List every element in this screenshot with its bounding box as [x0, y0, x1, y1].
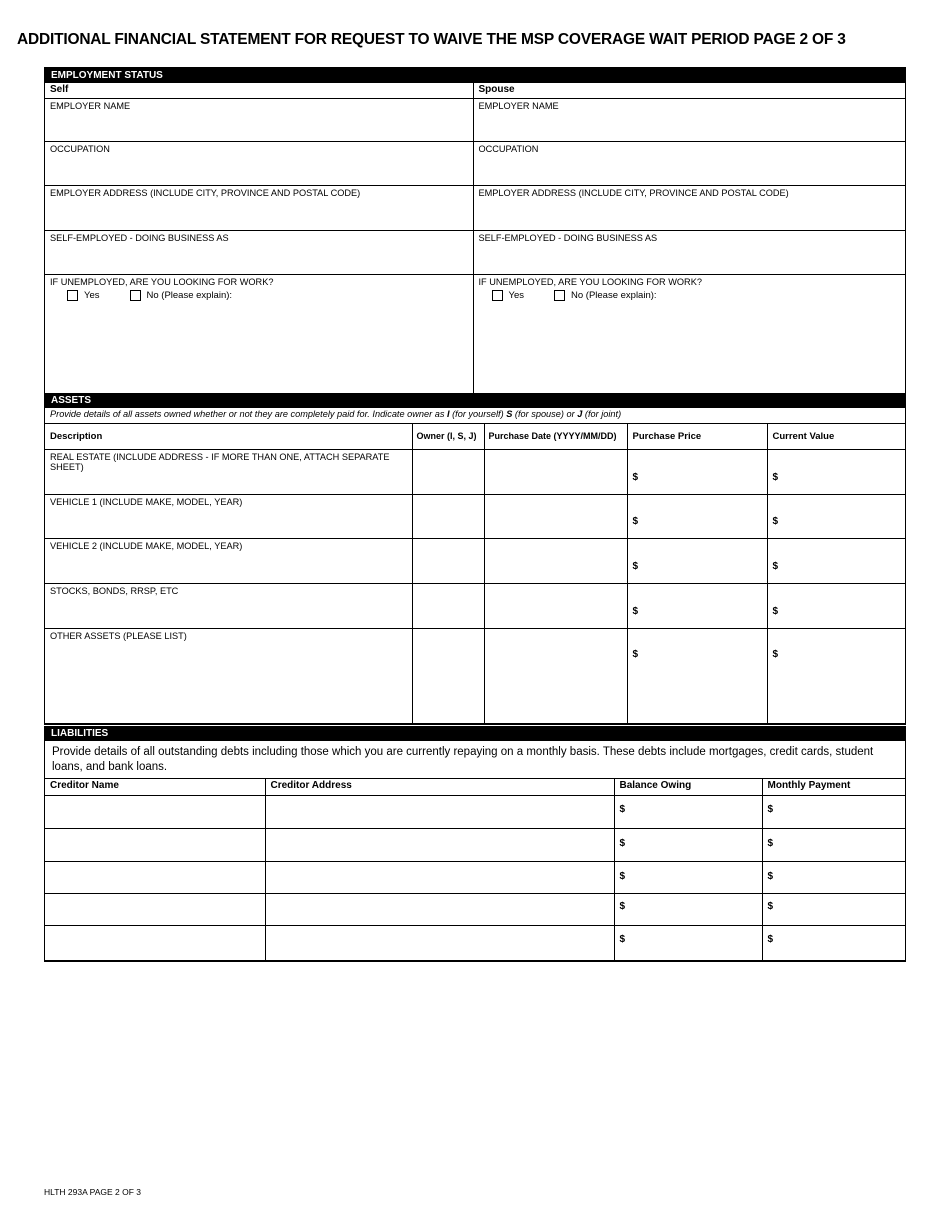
creditor-address-cell[interactable]: [265, 795, 614, 828]
field-label: OCCUPATION: [478, 143, 539, 154]
yes-label: Yes: [508, 289, 524, 301]
yes-label: Yes: [84, 289, 100, 301]
current-value-cell[interactable]: [767, 449, 905, 494]
dollar-sign: $: [767, 870, 774, 882]
dollar-sign: $: [772, 648, 779, 660]
asset-other[interactable]: [45, 628, 412, 723]
table-row: [45, 861, 905, 893]
employment-section: [44, 67, 906, 396]
spouse-looking-options: [479, 287, 901, 301]
asset-label: VEHICLE 2 (INCLUDE MAKE, MODEL, YEAR): [50, 540, 243, 551]
field-label: EMPLOYER NAME: [50, 100, 131, 111]
balance-owing-cell[interactable]: [614, 861, 762, 893]
liabilities-note: Provide details of all outstanding debts including those which you are currently repaying on a monthly basis. These debts include mortgages, credit cards, student loans, and bank loans.: [45, 741, 905, 779]
creditor-address-cell[interactable]: [265, 925, 614, 960]
employment-heading: EMPLOYMENT STATUS: [45, 68, 905, 83]
dollar-sign: $: [619, 837, 626, 849]
spouse-unemployed-field: [473, 274, 905, 394]
table-row: [45, 828, 905, 861]
creditor-address-cell[interactable]: [265, 893, 614, 925]
field-label: EMPLOYER ADDRESS (INCLUDE CITY, PROVINCE AND POSTAL CODE): [478, 187, 789, 198]
self-employer-address-field[interactable]: [45, 185, 473, 230]
col-monthly-payment: Monthly Payment: [762, 779, 905, 795]
owner-cell[interactable]: [412, 628, 484, 723]
col-balance-owing: Balance Owing: [614, 779, 762, 795]
spouse-yes-checkbox[interactable]: [492, 290, 503, 301]
assets-table: [45, 424, 905, 724]
self-employer-name-field[interactable]: [45, 98, 473, 141]
col-purchase-price: Purchase Price: [627, 424, 767, 449]
field-label: OCCUPATION: [50, 143, 110, 154]
spouse-employer-name-field[interactable]: [473, 98, 905, 141]
owner-cell[interactable]: [412, 583, 484, 628]
field-label: EMPLOYER ADDRESS (INCLUDE CITY, PROVINCE AND POSTAL CODE): [50, 187, 361, 198]
spouse-employer-address-field[interactable]: [473, 185, 905, 230]
balance-owing-cell[interactable]: [614, 828, 762, 861]
no-label: No (Please explain):: [571, 289, 657, 301]
field-label: IF UNEMPLOYED, ARE YOU LOOKING FOR WORK?: [50, 276, 274, 287]
note-text: Provide details of all assets owned whether or not they are completely paid for. Indicate owner as: [50, 409, 447, 419]
dollar-sign: $: [632, 515, 639, 527]
balance-owing-cell[interactable]: [614, 795, 762, 828]
current-value-cell[interactable]: [767, 538, 905, 583]
purchase-date-cell[interactable]: [484, 449, 627, 494]
note-text: (for spouse) or: [512, 409, 578, 419]
col-creditor-name: Creditor Name: [45, 779, 265, 795]
spouse-no-checkbox[interactable]: [554, 290, 565, 301]
dollar-sign: $: [632, 471, 639, 483]
field-label: IF UNEMPLOYED, ARE YOU LOOKING FOR WORK?: [478, 276, 702, 287]
self-looking-options: [50, 287, 468, 301]
table-row: [45, 925, 905, 960]
employment-table: [45, 83, 905, 395]
liabilities-heading: LIABILITIES: [45, 726, 905, 741]
dollar-sign: $: [767, 933, 774, 945]
asset-label: REAL ESTATE (INCLUDE ADDRESS - IF MORE THAN ONE, ATTACH SEPARATE SHEET): [50, 451, 390, 472]
creditor-name-cell[interactable]: [45, 828, 265, 861]
dollar-sign: $: [772, 560, 779, 572]
purchase-price-cell[interactable]: [627, 628, 767, 723]
dollar-sign: $: [632, 605, 639, 617]
purchase-price-cell[interactable]: [627, 449, 767, 494]
owner-cell[interactable]: [412, 494, 484, 538]
purchase-date-cell[interactable]: [484, 583, 627, 628]
asset-stocks[interactable]: [45, 583, 412, 628]
col-purchase-date: Purchase Date (YYYY/MM/DD): [484, 424, 627, 449]
liabilities-table: [45, 779, 905, 961]
note-text: (for yourself): [449, 409, 507, 419]
monthly-payment-cell[interactable]: [762, 861, 905, 893]
table-row: [45, 893, 905, 925]
balance-owing-cell[interactable]: [614, 925, 762, 960]
owner-cell[interactable]: [412, 449, 484, 494]
self-business-name-field[interactable]: [45, 230, 473, 274]
purchase-date-cell[interactable]: [484, 494, 627, 538]
creditor-address-cell[interactable]: [265, 861, 614, 893]
field-label: SELF-EMPLOYED - DOING BUSINESS AS: [478, 232, 658, 243]
dollar-sign: $: [619, 870, 626, 882]
dollar-sign: $: [772, 471, 779, 483]
dollar-sign: $: [772, 515, 779, 527]
owner-cell[interactable]: [412, 538, 484, 583]
self-occupation-field[interactable]: [45, 141, 473, 185]
current-value-cell[interactable]: [767, 583, 905, 628]
assets-heading: ASSETS: [45, 393, 905, 408]
creditor-name-cell[interactable]: [45, 861, 265, 893]
dollar-sign: $: [767, 803, 774, 815]
current-value-cell[interactable]: [767, 494, 905, 538]
col-description: Description: [45, 424, 412, 449]
dollar-sign: $: [772, 605, 779, 617]
dollar-sign: $: [632, 560, 639, 572]
asset-real-estate[interactable]: [45, 449, 412, 494]
page-title: ADDITIONAL FINANCIAL STATEMENT FOR REQUEST TO WAIVE THE MSP COVERAGE WAIT PERIOD PAGE 2 OF 3: [17, 31, 846, 48]
asset-label: VEHICLE 1 (INCLUDE MAKE, MODEL, YEAR): [50, 496, 243, 507]
dollar-sign: $: [619, 900, 626, 912]
self-no-checkbox[interactable]: [130, 290, 141, 301]
asset-vehicle-2[interactable]: [45, 538, 412, 583]
assets-note: [45, 408, 905, 424]
purchase-date-cell[interactable]: [484, 628, 627, 723]
self-unemployed-field: [45, 274, 473, 394]
note-owner-j: J: [577, 409, 583, 419]
table-row: [45, 795, 905, 828]
creditor-name-cell[interactable]: [45, 925, 265, 960]
monthly-payment-cell[interactable]: [762, 828, 905, 861]
note-owner-s: S: [506, 409, 513, 419]
purchase-price-cell[interactable]: [627, 583, 767, 628]
self-yes-checkbox[interactable]: [67, 290, 78, 301]
asset-label: OTHER ASSETS (PLEASE LIST): [50, 630, 187, 641]
purchase-price-cell[interactable]: [627, 494, 767, 538]
balance-owing-cell[interactable]: [614, 893, 762, 925]
note-owner-i: I: [446, 409, 450, 419]
dollar-sign: $: [619, 803, 626, 815]
monthly-payment-cell[interactable]: [762, 925, 905, 960]
field-label: EMPLOYER NAME: [478, 100, 559, 111]
spouse-header: Spouse: [473, 83, 905, 98]
form-footer: HLTH 293A PAGE 2 OF 3: [44, 1187, 142, 1197]
spouse-occupation-field[interactable]: [473, 141, 905, 185]
dollar-sign: $: [619, 933, 626, 945]
field-label: SELF-EMPLOYED - DOING BUSINESS AS: [50, 232, 229, 243]
creditor-name-cell[interactable]: [45, 893, 265, 925]
current-value-cell[interactable]: [767, 628, 905, 723]
no-label: No (Please explain):: [146, 289, 233, 301]
col-owner: Owner (I, S, J): [412, 424, 484, 449]
col-current-value: Current Value: [767, 424, 905, 449]
dollar-sign: $: [767, 837, 774, 849]
asset-label: STOCKS, BONDS, RRSP, ETC: [50, 585, 179, 596]
asset-vehicle-1[interactable]: [45, 494, 412, 538]
note-text: (for joint): [582, 409, 622, 419]
creditor-address-cell[interactable]: [265, 828, 614, 861]
creditor-name-cell[interactable]: [45, 795, 265, 828]
monthly-payment-cell[interactable]: [762, 893, 905, 925]
monthly-payment-cell[interactable]: [762, 795, 905, 828]
purchase-date-cell[interactable]: [484, 538, 627, 583]
assets-section: [44, 393, 906, 725]
col-creditor-address: Creditor Address: [265, 779, 614, 795]
purchase-price-cell[interactable]: [627, 538, 767, 583]
dollar-sign: $: [632, 648, 639, 660]
liabilities-section: [44, 726, 906, 962]
dollar-sign: $: [767, 900, 774, 912]
self-header: Self: [45, 83, 473, 98]
spouse-business-name-field[interactable]: [473, 230, 905, 274]
